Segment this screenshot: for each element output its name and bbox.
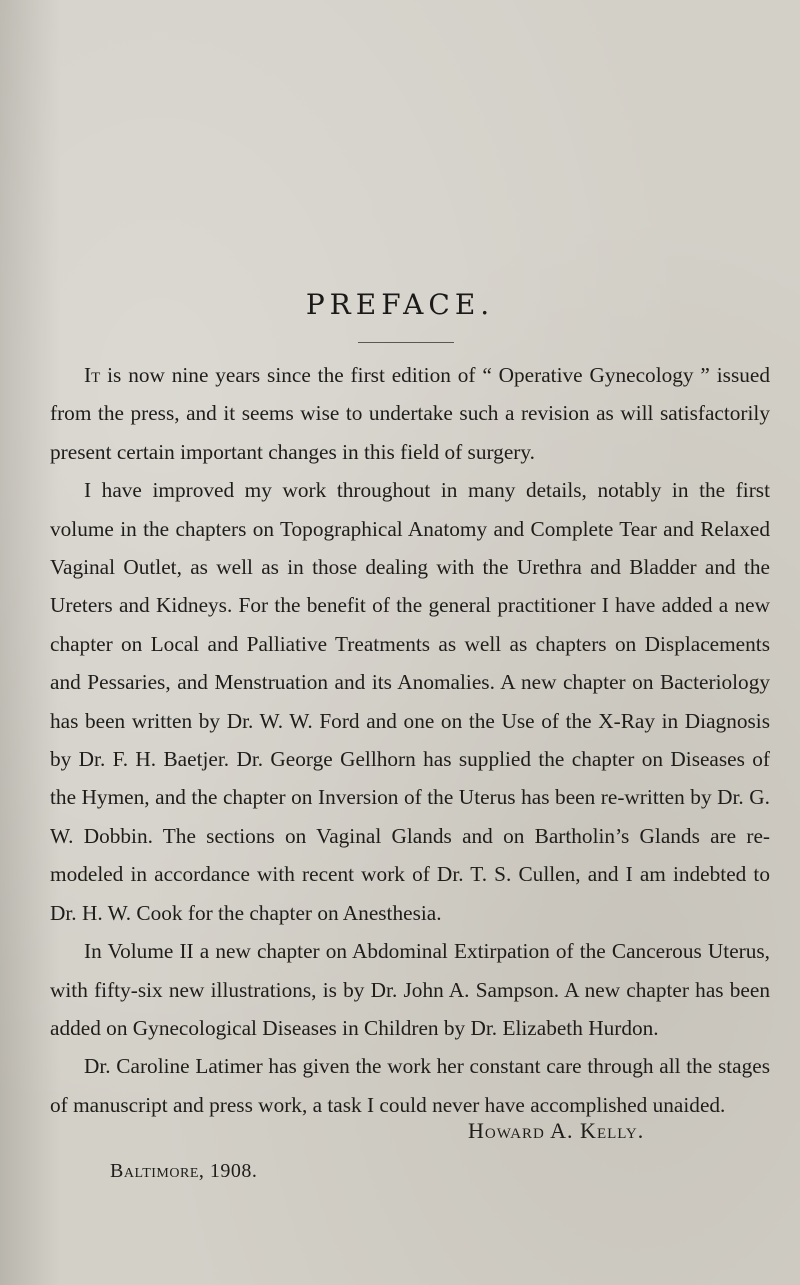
paragraph-4: Dr. Caroline Latimer has given the work her constant care through all the stages of manuscript and press work, a task I could never have accomplished unaided. <box>50 1054 770 1117</box>
paragraph-1-first-word: It <box>84 363 101 387</box>
page-title: PREFACE. <box>305 288 495 321</box>
paragraph-1-text: is now nine years since the first edition of “ Operative Gynecology ” issued from the press, and it seems wise to undertake such a revision as will satisfactorily present certain important changes in this field of surgery. <box>50 363 770 464</box>
paragraph-3: In Volume II a new chapter on Abdominal Extirpation of the Cancerous Uterus, with fifty-six new illustrations, is by Dr. John A. Sampson. A new chapter has been added on Gynecological Diseases in Children by Dr. Elizabeth Hurdon. <box>50 939 770 1040</box>
paragraph-2: I have improved my work throughout in many details, notably in the first volume in the chapters on Topographical Anatomy and Complete Tear and Relaxed Vaginal Outlet, as well as in those dealing with the Urethra and Bladder and the Ureters and Kidneys. For the benefit of the general practitioner I have added a new chapter on Local and Palliative Treatments as well as chapters on Displacements and Pessaries, and Menstruation and its Anomalies. A new chapter on Bacteriology has been written by Dr. W. W. Ford and one on the Use of the X-Ray in Diagnosis by Dr. F. H. Baetjer. Dr. George Gellhorn has supplied the chapter on Diseases of the Hymen, and the chapter on Inversion of the Uterus has been re-written by Dr. G. W. Dobbin. The sections on Vaginal Glands and on Bartholin’s Glands are re-modeled in accordance with recent work of Dr. T. S. Cullen, and I am indebted to Dr. H. W. Cook for the chapter on Anesthesia. <box>50 478 770 925</box>
title-divider <box>358 342 454 343</box>
place-and-date: Baltimore, 1908. <box>110 1160 258 1182</box>
paragraph-1 <box>50 356 770 471</box>
preface-body <box>50 356 770 1124</box>
author-signature: Howard A. Kelly. <box>468 1118 645 1143</box>
